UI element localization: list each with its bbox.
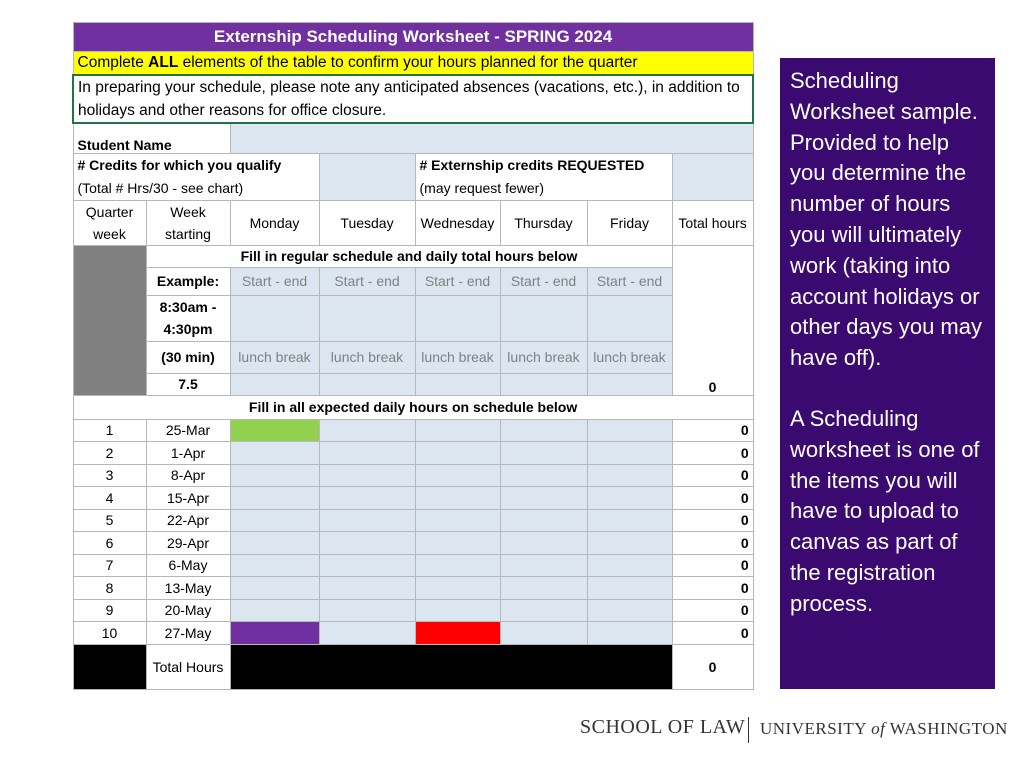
example-monday-hours[interactable] [230,373,319,395]
day-hours-wednesday[interactable] [415,487,500,510]
col-header-total-hours: Total hours [672,200,753,245]
day-hours-wednesday[interactable] [415,622,500,645]
day-hours-monday[interactable] [230,622,319,645]
week-start-date: 22-Apr [146,509,230,532]
instruction-pre: Complete [77,54,149,71]
example-wednesday-placeholder[interactable]: Start - end [415,267,500,295]
week-row [73,419,753,442]
requested-label: # Externship credits REQUESTED [419,156,645,173]
day-hours-wednesday[interactable] [415,419,500,442]
footer-divider [748,717,749,743]
week-total: 0 [672,442,753,465]
day-hours-thursday[interactable] [500,442,587,465]
example-daily-hours: 7.5 [146,373,230,395]
absence-note: In preparing your schedule, please note any anticipated absences (vacations, etc.), in addition to holidays and other reasons for office closure. [73,75,753,123]
week-number: 6 [73,532,146,555]
col-header-monday: Monday [230,200,319,245]
day-hours-wednesday[interactable] [415,577,500,600]
day-hours-wednesday[interactable] [415,554,500,577]
expected-hours-header: Fill in all expected daily hours on schedule below [73,395,753,419]
day-hours-monday[interactable] [230,487,319,510]
total-black-band [230,644,672,689]
example-wednesday-cell[interactable] [415,295,500,341]
week-number: 8 [73,577,146,600]
example-tuesday-placeholder[interactable]: Start - end [319,267,415,295]
week-row [73,554,753,577]
day-hours-thursday[interactable] [500,464,587,487]
week-start-date: 25-Mar [146,419,230,442]
day-hours-tuesday[interactable] [319,487,415,510]
day-hours-thursday[interactable] [500,509,587,532]
week-start-date: 29-Apr [146,532,230,555]
day-hours-thursday[interactable] [500,599,587,622]
example-monday-placeholder[interactable]: Start - end [230,267,319,295]
week-row [73,532,753,555]
day-hours-tuesday[interactable] [319,442,415,465]
week-number: 7 [73,554,146,577]
day-hours-friday[interactable] [587,532,672,555]
week-row [73,599,753,622]
total-hours-label: Total Hours [146,644,230,689]
week-total: 0 [672,554,753,577]
total-black-cell [73,644,146,689]
week-total: 0 [672,487,753,510]
week-start-date: 1-Apr [146,442,230,465]
sidebar-paragraph-1: Scheduling Worksheet sample. Provided to help you determine the number of hours you will ultimately work (taking into account holidays or other days you may have off). [790,68,982,371]
day-hours-tuesday[interactable] [319,577,415,600]
day-hours-friday[interactable] [587,419,672,442]
day-hours-thursday[interactable] [500,622,587,645]
day-hours-friday[interactable] [587,464,672,487]
credits-requested-input[interactable] [672,153,753,200]
week-row [73,442,753,465]
day-hours-wednesday[interactable] [415,442,500,465]
day-hours-monday[interactable] [230,419,319,442]
example-friday-placeholder[interactable]: Start - end [587,267,672,295]
example-thursday-hours[interactable] [500,373,587,395]
credits-requested-label [415,153,672,200]
col-header-friday: Friday [587,200,672,245]
week-row [73,509,753,532]
university-of-washington [760,719,1008,739]
day-hours-tuesday[interactable] [319,419,415,442]
example-monday-break[interactable]: lunch break [230,341,319,373]
example-time: 8:30am - 4:30pm [146,295,230,341]
day-hours-friday[interactable] [587,442,672,465]
week-row [73,464,753,487]
day-hours-friday[interactable] [587,622,672,645]
day-hours-thursday[interactable] [500,487,587,510]
day-hours-monday[interactable] [230,442,319,465]
week-total: 0 [672,464,753,487]
col-header-week-starting: Week starting [146,200,230,245]
sidebar-paragraph-2: A Scheduling worksheet is one of the items you will have to upload to canvas as part of the registration process. [790,405,980,616]
week-start-date: 8-Apr [146,464,230,487]
col-header-wednesday: Wednesday [415,200,500,245]
week-total: 0 [672,577,753,600]
example-monday-cell[interactable] [230,295,319,341]
week-start-date: 20-May [146,599,230,622]
day-hours-monday[interactable] [230,599,319,622]
example-wednesday-break[interactable]: lunch break [415,341,500,373]
week-total: 0 [672,419,753,442]
day-hours-friday[interactable] [587,509,672,532]
example-gray-cell [73,245,146,395]
week-total: 0 [672,622,753,645]
uw-post: WASHINGTON [885,719,1008,738]
example-tuesday-cell[interactable] [319,295,415,341]
week-row [73,622,753,645]
day-hours-wednesday[interactable] [415,509,500,532]
col-header-quarter-week: Quarter week [73,200,146,245]
week-number: 5 [73,509,146,532]
credits-qualify-label [73,153,319,200]
example-friday-break[interactable]: lunch break [587,341,672,373]
day-hours-tuesday[interactable] [319,622,415,645]
week-number: 3 [73,464,146,487]
example-friday-hours[interactable] [587,373,672,395]
grand-total: 0 [672,644,753,689]
example-thursday-cell[interactable] [500,295,587,341]
uw-pre: UNIVERSITY [760,719,872,738]
week-number: 4 [73,487,146,510]
example-friday-cell[interactable] [587,295,672,341]
week-total: 0 [672,509,753,532]
week-start-date: 13-May [146,577,230,600]
example-tuesday-hours[interactable] [319,373,415,395]
example-thursday-placeholder[interactable]: Start - end [500,267,587,295]
week-start-date: 6-May [146,554,230,577]
sidebar-panel [780,58,995,689]
credits-label: # Credits for which you qualify [77,156,282,173]
day-hours-monday[interactable] [230,464,319,487]
day-hours-thursday[interactable] [500,419,587,442]
week-total: 0 [672,599,753,622]
example-label: Example: [146,267,230,295]
example-total: 0 [708,378,717,395]
week-number: 2 [73,442,146,465]
week-start-date: 15-Apr [146,487,230,510]
requested-sublabel: (may request fewer) [419,179,544,196]
worksheet-title: Externship Scheduling Worksheet - SPRING 2024 [73,23,753,52]
instruction-post: elements of the table to confirm your hours planned for the quarter [178,54,638,71]
col-header-tuesday: Tuesday [319,200,415,245]
example-thursday-break[interactable]: lunch break [500,341,587,373]
day-hours-friday[interactable] [587,487,672,510]
example-total-spacer [672,245,753,395]
uw-of: of [871,719,886,738]
day-hours-wednesday[interactable] [415,532,500,555]
example-break-label: (30 min) [146,341,230,373]
credits-qualify-input[interactable] [319,153,415,200]
day-hours-friday[interactable] [587,577,672,600]
day-hours-monday[interactable] [230,554,319,577]
day-hours-monday[interactable] [230,509,319,532]
col-header-thursday: Thursday [500,200,587,245]
day-hours-tuesday[interactable] [319,532,415,555]
day-hours-thursday[interactable] [500,532,587,555]
day-hours-wednesday[interactable] [415,464,500,487]
day-hours-friday[interactable] [587,599,672,622]
day-hours-wednesday[interactable] [415,599,500,622]
week-number: 1 [73,419,146,442]
regular-schedule-header: Fill in regular schedule and daily total hours below [146,245,672,267]
instruction-bold: ALL [148,54,179,71]
day-hours-tuesday[interactable] [319,554,415,577]
day-hours-monday[interactable] [230,532,319,555]
week-start-date: 27-May [146,622,230,645]
week-row [73,577,753,600]
day-hours-thursday[interactable] [500,577,587,600]
day-hours-tuesday[interactable] [319,599,415,622]
day-hours-tuesday[interactable] [319,464,415,487]
day-hours-thursday[interactable] [500,554,587,577]
instruction-line [73,52,753,76]
example-tuesday-break[interactable]: lunch break [319,341,415,373]
school-of-law: SCHOOL OF LAW [580,716,746,738]
week-total: 0 [672,532,753,555]
week-number: 9 [73,599,146,622]
day-hours-monday[interactable] [230,577,319,600]
credits-sublabel: (Total # Hrs/30 - see chart) [77,179,244,196]
day-hours-friday[interactable] [587,554,672,577]
student-name-input[interactable] [230,123,753,153]
week-row [73,487,753,510]
student-name-label: Student Name [73,123,230,153]
example-wednesday-hours[interactable] [415,373,500,395]
week-number: 10 [73,622,146,645]
scheduling-worksheet [72,22,754,690]
day-hours-tuesday[interactable] [319,509,415,532]
